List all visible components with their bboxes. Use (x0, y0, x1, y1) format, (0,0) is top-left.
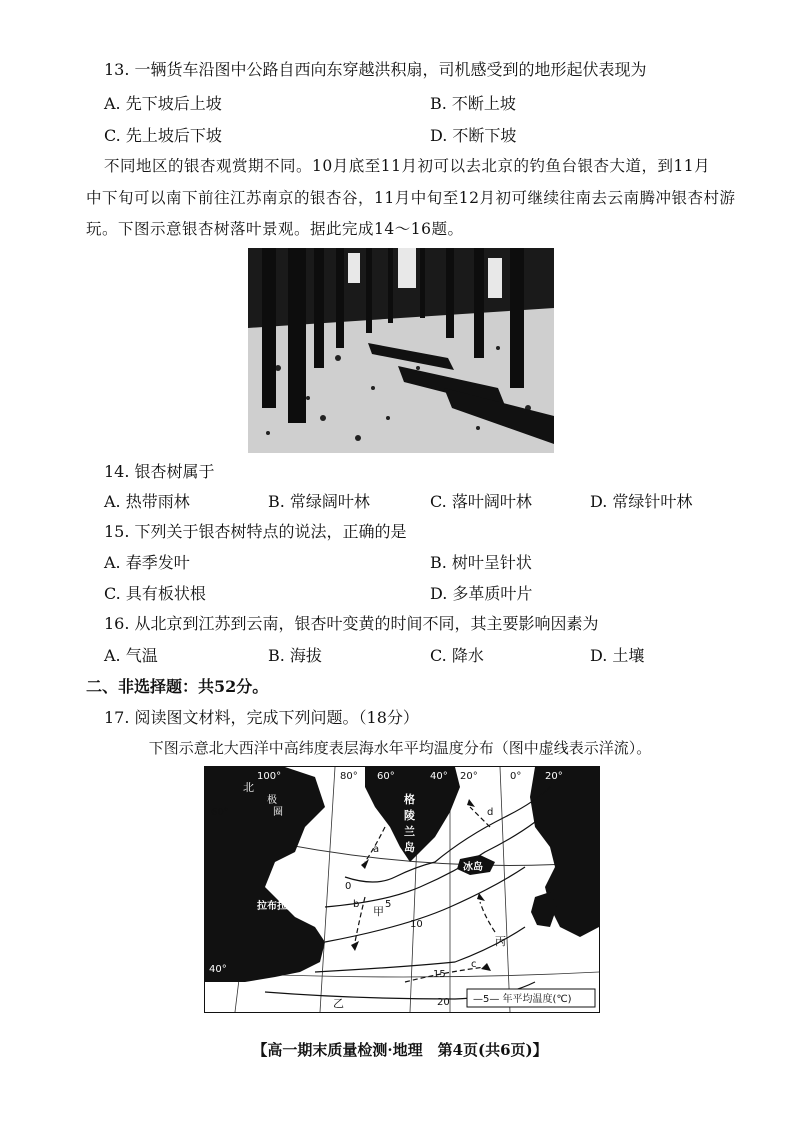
north-atlantic-map (204, 766, 600, 1013)
lon-label-80: 80° (340, 771, 358, 782)
q15-stem: 15. 下列关于银杏树特点的说法，正确的是 (104, 522, 407, 541)
page-footer: 【高一期末质量检测·地理 第4页(共6页)】 (252, 1041, 548, 1059)
lat-label-60: 60° (211, 807, 229, 818)
label-greenland-3: 兰 (404, 825, 415, 838)
q14-option-c: C. 落叶阔叶林 (430, 492, 532, 511)
q14-option-a: A. 热带雨林 (104, 492, 190, 511)
q13-option-d: D. 不断下坡 (430, 126, 517, 145)
label-greenland-1: 格 (404, 793, 415, 806)
label-greenland-2: 陵 (404, 809, 415, 822)
q16-option-d: D. 土壤 (590, 646, 645, 665)
lon-label-60: 60° (377, 771, 395, 782)
lon-label-100: 100° (257, 771, 282, 782)
label-north: 北 (243, 781, 254, 794)
q15-option-d: D. 多革质叶片 (430, 584, 533, 603)
ginkgo-photo-drawing (248, 248, 554, 453)
isotherm-label-0: 0 (345, 881, 352, 892)
q13-option-c: C. 先上坡后下坡 (104, 126, 222, 145)
q17-caption: 下图示意北大西洋中高纬度表层海水年平均温度分布（图中虚线表示洋流）。 (148, 739, 652, 757)
q16-stem: 16. 从北京到江苏到云南，银杏叶变黄的时间不同，其主要影响因素为 (104, 614, 599, 633)
label-bing: 丙 (495, 935, 506, 948)
label-yi: 乙 (333, 997, 344, 1010)
ginkgo-photo (248, 248, 554, 453)
intro-line-2: 中下旬可以南下前往江苏南京的银杏谷，11月中旬至12月初可继续往南去云南腾冲银杏村游 (86, 189, 736, 207)
lon-label-20e: 20° (545, 771, 563, 782)
lon-label-0: 0° (510, 771, 522, 782)
q15-option-b: B. 树叶呈针状 (430, 553, 532, 572)
label-c: c (471, 959, 477, 970)
intro-line-3: 玩。下图示意银杏树落叶景观。据此完成14～16题。 (86, 220, 464, 238)
q13-option-a: A. 先下坡后上坡 (104, 94, 222, 113)
isotherm-label-20: 20 (437, 997, 450, 1008)
map-legend: —5— 年平均温度(℃) (473, 994, 572, 1005)
q15-option-c: C. 具有板状根 (104, 584, 206, 603)
q15-option-a: A. 春季发叶 (104, 553, 190, 572)
q16-option-c: C. 降水 (430, 646, 484, 665)
lat-label-40: 40° (209, 964, 227, 975)
section-2-title: 二、非选择题：共52分。 (86, 677, 269, 696)
label-a: a (373, 844, 380, 855)
label-circle: 圈 (273, 807, 283, 818)
q14-stem: 14. 银杏树属于 (104, 462, 215, 481)
q13-option-b: B. 不断上坡 (430, 94, 516, 113)
q16-option-a: A. 气温 (104, 646, 158, 665)
label-iceland: 冰岛 (463, 862, 483, 873)
label-b: b (353, 899, 360, 910)
q13-stem: 13. 一辆货车沿图中公路自西向东穿越洪积扇，司机感受到的地形起伏表现为 (104, 60, 647, 79)
north-atlantic-map-drawing (205, 767, 599, 1012)
lon-label-20w: 20° (460, 771, 478, 782)
q14-option-d: D. 常绿针叶林 (590, 492, 693, 511)
label-jia: 甲 (373, 905, 384, 918)
intro-line-1: 不同地区的银杏观赏期不同。10月底至11月初可以去北京的钓鱼台银杏大道，到11月 (104, 157, 711, 175)
label-labrador: 拉布拉多半岛 (257, 901, 317, 912)
label-pole: 极 (267, 795, 277, 806)
label-d: d (487, 807, 494, 818)
label-greenland-4: 岛 (404, 841, 415, 854)
isotherm-label-5: 5 (385, 899, 392, 910)
lon-label-40: 40° (430, 771, 448, 782)
q14-option-b: B. 常绿阔叶林 (268, 492, 370, 511)
isotherm-label-10: 10 (410, 919, 423, 930)
q16-option-b: B. 海拔 (268, 646, 322, 665)
isotherm-label-15: 15 (433, 969, 446, 980)
q17-stem: 17. 阅读图文材料，完成下列问题。（18分） (104, 708, 419, 727)
